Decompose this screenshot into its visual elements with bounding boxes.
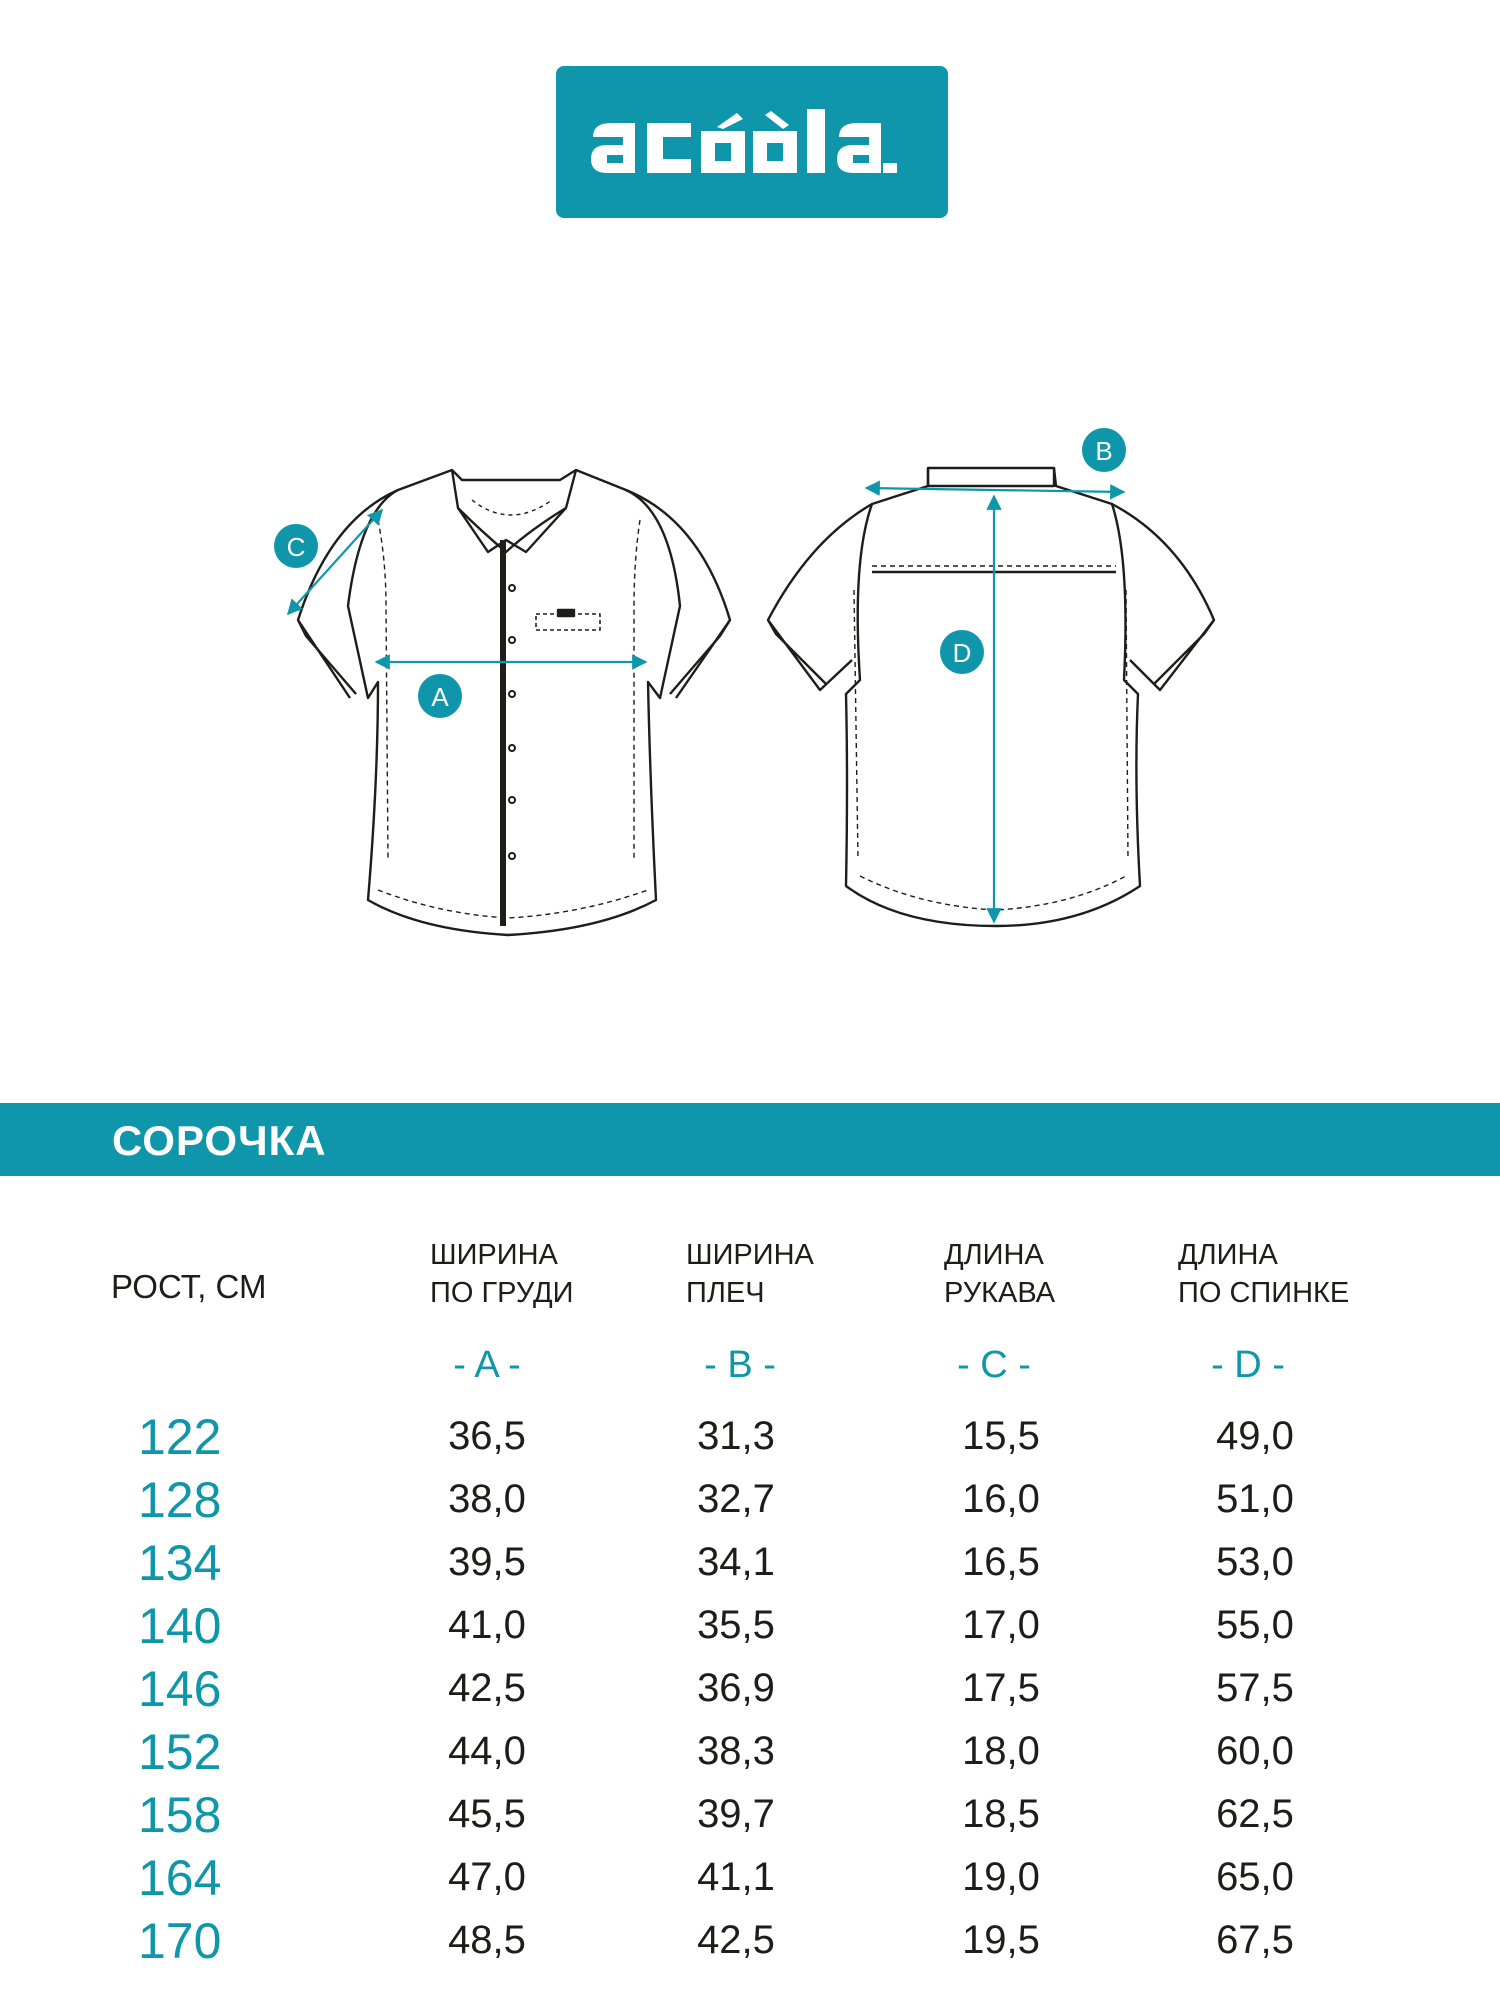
measure-line-b [866,488,1124,492]
cell-height: 128 [138,1472,222,1528]
marker-a [418,674,462,718]
table-row [0,1408,1500,1471]
cell-height: 158 [138,1787,222,1843]
cell-d: 57,5 [1216,1666,1294,1710]
column-header-a-line1: ШИРИНА [430,1239,558,1271]
shirt-back-drawing [768,468,1214,926]
cell-height: 146 [138,1661,222,1717]
front-body-outline [348,470,680,935]
cell-d: 55,0 [1216,1603,1294,1647]
table-row [0,1849,1500,1912]
size-table-body [0,1408,1500,1975]
column-letter-d: - D - [1211,1344,1285,1386]
column-header-b [686,1236,814,1312]
column-header-a-line2: ПО ГРУДИ [430,1277,574,1309]
column-letter-b: - B - [704,1344,776,1386]
cell-d: 67,5 [1216,1918,1294,1962]
marker-c [274,524,318,568]
back-left-sleeve [768,504,872,690]
cell-a: 38,0 [448,1477,526,1521]
marker-c-label: C [286,532,306,562]
cell-height: 170 [138,1913,222,1969]
cell-d: 53,0 [1216,1540,1294,1584]
cell-c: 17,5 [962,1666,1040,1710]
column-letter-a: - A - [453,1344,521,1386]
cell-b: 34,1 [697,1540,775,1584]
product-title: СОРОЧКА [112,1117,327,1164]
table-row [0,1723,1500,1786]
cell-a: 47,0 [448,1855,526,1899]
back-collar [928,468,1054,486]
cell-height: 140 [138,1598,222,1654]
cell-c: 19,0 [962,1855,1040,1899]
cell-a: 36,5 [448,1414,526,1458]
cell-b: 35,5 [697,1603,775,1647]
column-header-c-line2: РУКАВА [944,1277,1056,1309]
cell-c: 18,0 [962,1729,1040,1773]
cell-b: 39,7 [697,1792,775,1836]
cell-c: 17,0 [962,1603,1040,1647]
cell-c: 16,0 [962,1477,1040,1521]
cell-a: 44,0 [448,1729,526,1773]
column-header-d [1178,1236,1349,1312]
cell-a: 42,5 [448,1666,526,1710]
marker-a-label: A [431,682,449,712]
table-row [0,1786,1500,1849]
table-row [0,1597,1500,1660]
column-header-b-line1: ШИРИНА [686,1239,814,1271]
cell-d: 60,0 [1216,1729,1294,1773]
table-row [0,1660,1500,1723]
front-buttons [509,585,515,859]
cell-a: 41,0 [448,1603,526,1647]
cell-b: 38,3 [697,1729,775,1773]
cell-d: 65,0 [1216,1855,1294,1899]
cell-c: 18,5 [962,1792,1040,1836]
cell-height: 152 [138,1724,222,1780]
column-header-c-line1: ДЛИНА [944,1239,1044,1271]
marker-b-label: B [1095,436,1113,466]
cell-d: 49,0 [1216,1414,1294,1458]
table-row [0,1471,1500,1534]
cell-c: 19,5 [962,1918,1040,1962]
column-header-d-line1: ДЛИНА [1178,1239,1278,1271]
shirt-front-drawing [298,470,730,935]
cell-c: 15,5 [962,1414,1040,1458]
cell-a: 39,5 [448,1540,526,1584]
column-header-a [430,1236,573,1312]
table-row [0,1534,1500,1597]
column-header-c [944,1236,1055,1312]
size-chart-title-bar [0,1103,1500,1176]
marker-d [940,630,984,674]
column-header-height: РОСТ, СМ [111,1268,267,1305]
marker-d-label: D [952,638,972,668]
cell-height: 122 [138,1409,222,1465]
cell-d: 62,5 [1216,1792,1294,1836]
cell-b: 31,3 [697,1414,775,1458]
cell-d: 51,0 [1216,1477,1294,1521]
marker-b [1082,428,1126,472]
front-left-sleeve [298,490,398,698]
column-header-d-line2: ПО СПИНКЕ [1178,1277,1350,1309]
cell-a: 48,5 [448,1918,526,1962]
cell-height: 134 [138,1535,222,1591]
back-right-sleeve [1112,504,1214,690]
cell-b: 36,9 [697,1666,775,1710]
front-collar [452,470,576,552]
cell-b: 32,7 [697,1477,775,1521]
cell-b: 42,5 [697,1918,775,1962]
cell-a: 45,5 [448,1792,526,1836]
cell-height: 164 [138,1850,222,1906]
column-letter-c: - C - [957,1344,1031,1386]
cell-c: 16,5 [962,1540,1040,1584]
table-row [0,1912,1500,1975]
column-header-b-line2: ПЛЕЧ [686,1277,765,1309]
cell-b: 41,1 [697,1855,775,1899]
